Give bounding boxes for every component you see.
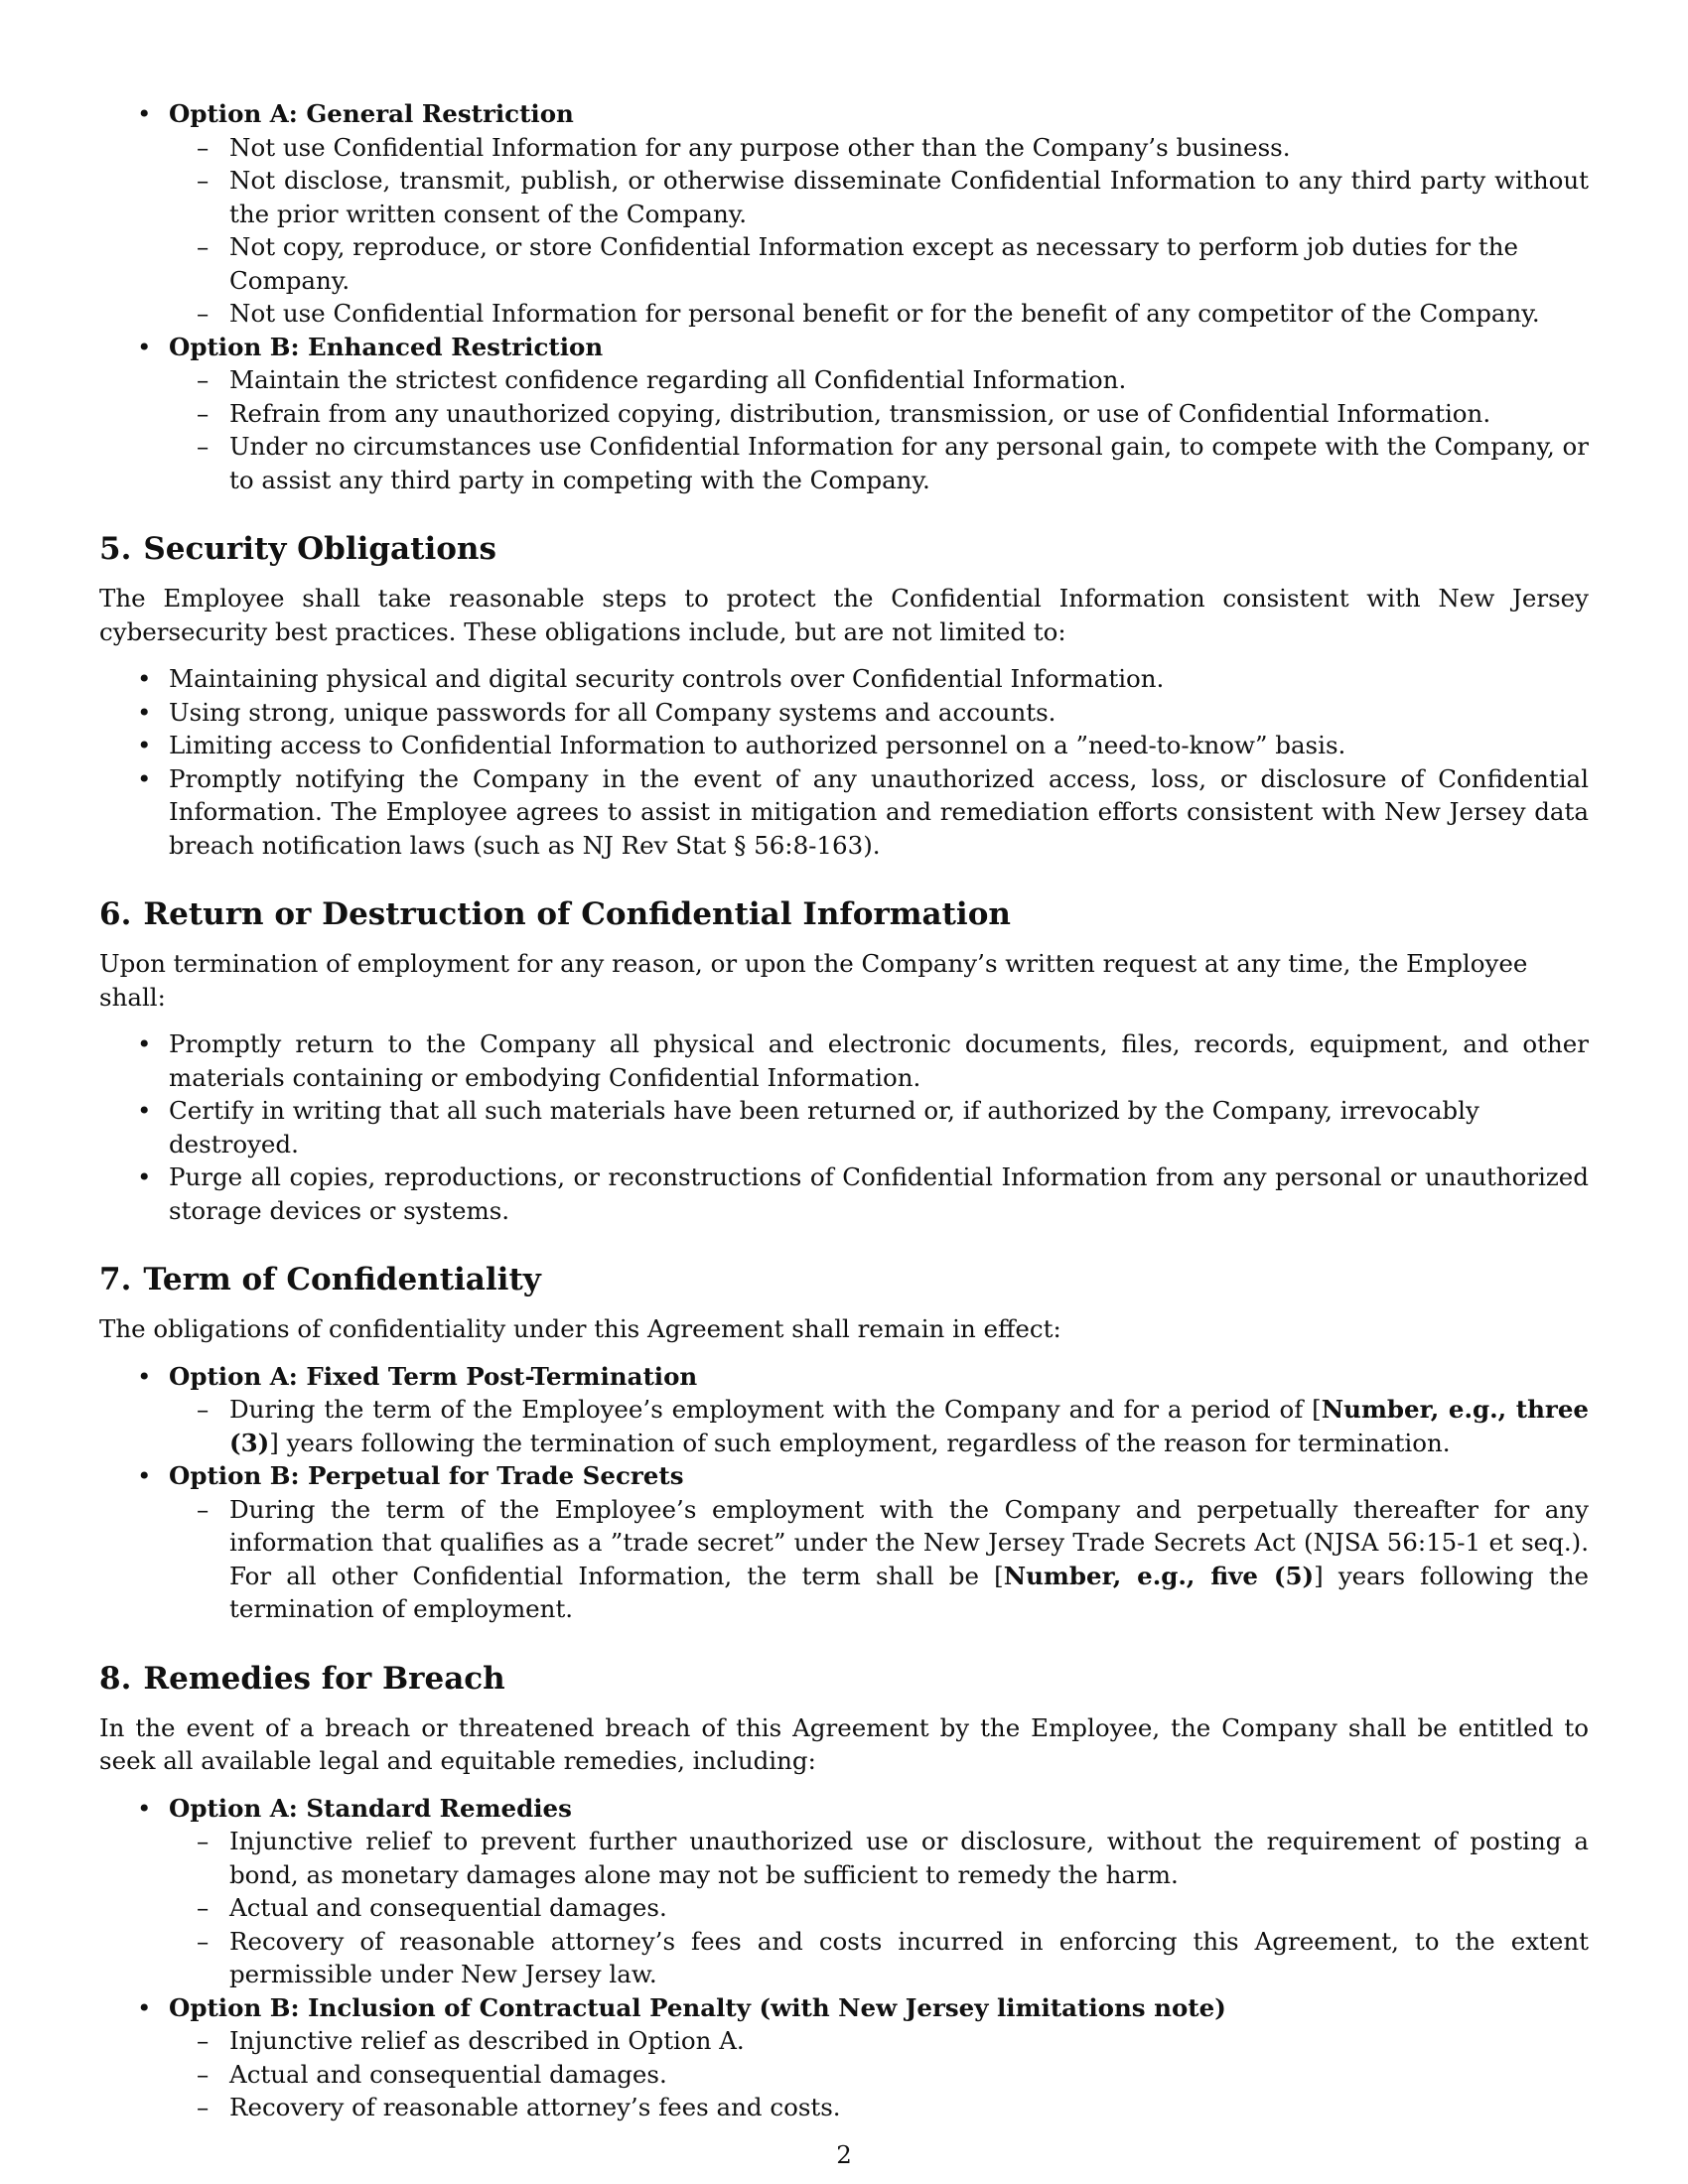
item-text: years following the termination of such employment, regardless of the reason for termination. <box>278 1428 1451 1457</box>
section-title: Remedies for Breach <box>143 1660 505 1697</box>
page-number: 2 <box>836 2140 852 2169</box>
option-b-items <box>169 363 1589 496</box>
section-number: 7. <box>99 1262 132 1297</box>
section-5-intro: The Employee shall take reasonable steps to protect the Confidential Information consistent with New Jersey cybersecurity best practices. These obligations include, but are not limited to: <box>99 584 1589 646</box>
section-number: 5. <box>99 531 132 567</box>
list-item: – Under no circumstances use Confidential Information for any personal gain, to compete with the Company, or to assist any third party in competing with the Company. <box>169 430 1589 496</box>
section-4-options <box>99 97 1589 496</box>
list-item: • Promptly return to the Company all physical and electronic documents, files, records, equipment, and other materials containing or embodying Confidential Information. <box>99 1027 1589 1094</box>
list-item: – During the term of the Employee’s employment with the Company and perpetually thereafter for any information that qualifies as a ”trade secret” under the New Jersey Trade Secrets Act (NJSA 56:15-1 et seq.). For all other Confidential Information, the term shall be [Number, e.g., five (5)] years following the termination of employment. <box>169 1493 1589 1626</box>
option-title: Option B: Enhanced Restriction <box>169 332 604 361</box>
section-6-intro: Upon termination of employment for any reason, or upon the Company’s written request at any time, the Employee shall: <box>99 949 1528 1012</box>
section-6-heading <box>99 895 1589 933</box>
list-item: • Certify in writing that all such materials have been returned or, if authorized by the Company, irrevocably destroyed. <box>99 1094 1589 1160</box>
list-item: – Actual and consequential damages. <box>169 2058 1589 2092</box>
section-7-heading <box>99 1261 1589 1298</box>
item-text: years following the termination of employment. <box>229 1561 1589 1623</box>
list-item: – During the term of the Employee’s employment with the Company and for a period of [Number, e.g., three (3)] years following the termination of such employment, regardless of the reason for termination. <box>169 1393 1589 1459</box>
placeholder-number: Number, e.g., five (5) <box>1003 1561 1315 1590</box>
list-item: • Maintaining physical and digital security controls over Confidential Information. <box>99 662 1589 696</box>
list-item: • Limiting access to Confidential Information to authorized personnel on a ”need-to-know” basis. <box>99 729 1589 762</box>
section-title: Term of Confidentiality <box>143 1262 541 1297</box>
option-a-items <box>169 1825 1589 1991</box>
section-7-intro: The obligations of confidentiality under this Agreement shall remain in effect: <box>99 1314 1061 1343</box>
list-item: – Not disclose, transmit, publish, or otherwise disseminate Confidential Information to any third party without the prior written consent of the Company. <box>169 164 1589 230</box>
placeholder-number: Number, e.g., three (3) <box>229 1395 1590 1457</box>
section-5-list <box>99 662 1589 862</box>
section-5-heading <box>99 530 1589 568</box>
list-item: – Actual and consequential damages. <box>169 1891 1589 1925</box>
list-item: • Using strong, unique passwords for all Company systems and accounts. <box>99 696 1589 730</box>
section-title: Security Obligations <box>143 531 496 567</box>
section-8-heading <box>99 1660 1589 1698</box>
option-b-contractual-penalty <box>99 1991 1589 2124</box>
list-item: • Promptly notifying the Company in the event of any unauthorized access, loss, or disclosure of Confidential Information. The Employee agrees to assist in mitigation and remediation efforts consistent with New Jersey data breach notification laws (such as NJ Rev Stat § 56:8-163). <box>99 762 1589 863</box>
option-a-general-restriction <box>99 97 1589 331</box>
option-a-items <box>169 131 1589 331</box>
option-b-items <box>169 2024 1589 2124</box>
option-b-perpetual <box>99 1459 1589 1626</box>
option-title: Option A: Fixed Term Post-Termination <box>169 1361 698 1391</box>
section-7-options <box>99 1360 1589 1626</box>
section-6-list <box>99 1027 1589 1227</box>
option-title: Option B: Inclusion of Contractual Penalty (with New Jersey limitations note) <box>169 1992 1226 2022</box>
list-item: – Recovery of reasonable attorney’s fees and costs. <box>169 2091 1589 2124</box>
document-page <box>99 97 1589 2124</box>
option-b-enhanced-restriction <box>99 331 1589 497</box>
list-item: • Purge all copies, reproductions, or reconstructions of Confidential Information from any personal or unauthorized storage devices or systems. <box>99 1160 1589 1227</box>
option-b-items <box>169 1493 1589 1626</box>
section-8-options <box>99 1792 1589 2124</box>
list-item: – Refrain from any unauthorized copying, distribution, transmission, or use of Confidential Information. <box>169 397 1589 431</box>
option-title: Option B: Perpetual for Trade Secrets <box>169 1461 684 1490</box>
item-text: During the term of the Employee’s employment with the Company and perpetually thereafter for any information that qualifies as a ”trade secret” under the New Jersey Trade Secrets Act (NJSA 56:15-1 et seq.). For all other Confidential Information, the term shall be <box>229 1494 1589 1590</box>
option-a-standard-remedies <box>99 1792 1589 1991</box>
list-item: – Recovery of reasonable attorney’s fees and costs incurred in enforcing this Agreement, to the extent permissible under New Jersey law. <box>169 1925 1589 1991</box>
option-a-fixed-term <box>99 1360 1589 1460</box>
section-number: 8. <box>99 1660 132 1697</box>
option-title: Option A: Standard Remedies <box>169 1793 572 1823</box>
list-item: – Not use Confidential Information for personal benefit or for the benefit of any competitor of the Company. <box>169 297 1589 331</box>
list-item: – Injunctive relief as described in Option A. <box>169 2024 1589 2058</box>
section-number: 6. <box>99 896 132 932</box>
list-item: – Injunctive relief to prevent further unauthorized use or disclosure, without the requirement of posting a bond, as monetary damages alone may not be sufficient to remedy the harm. <box>169 1825 1589 1891</box>
list-item: – Maintain the strictest confidence regarding all Confidential Information. <box>169 363 1589 397</box>
section-8-intro: In the event of a breach or threatened breach of this Agreement by the Employee, the Company shall be entitled to seek all available legal and equitable remedies, including: <box>99 1712 1589 1775</box>
item-text: During the term of the Employee’s employment with the Company and for a period of <box>229 1395 1313 1424</box>
list-item: – Not copy, reproduce, or store Confidential Information except as necessary to perform job duties for the Company. <box>169 230 1589 297</box>
option-title: Option A: General Restriction <box>169 99 574 128</box>
list-item: – Not use Confidential Information for any purpose other than the Company’s business. <box>169 131 1589 165</box>
option-a-items <box>169 1393 1589 1459</box>
section-title: Return or Destruction of Confidential Information <box>143 896 1011 932</box>
